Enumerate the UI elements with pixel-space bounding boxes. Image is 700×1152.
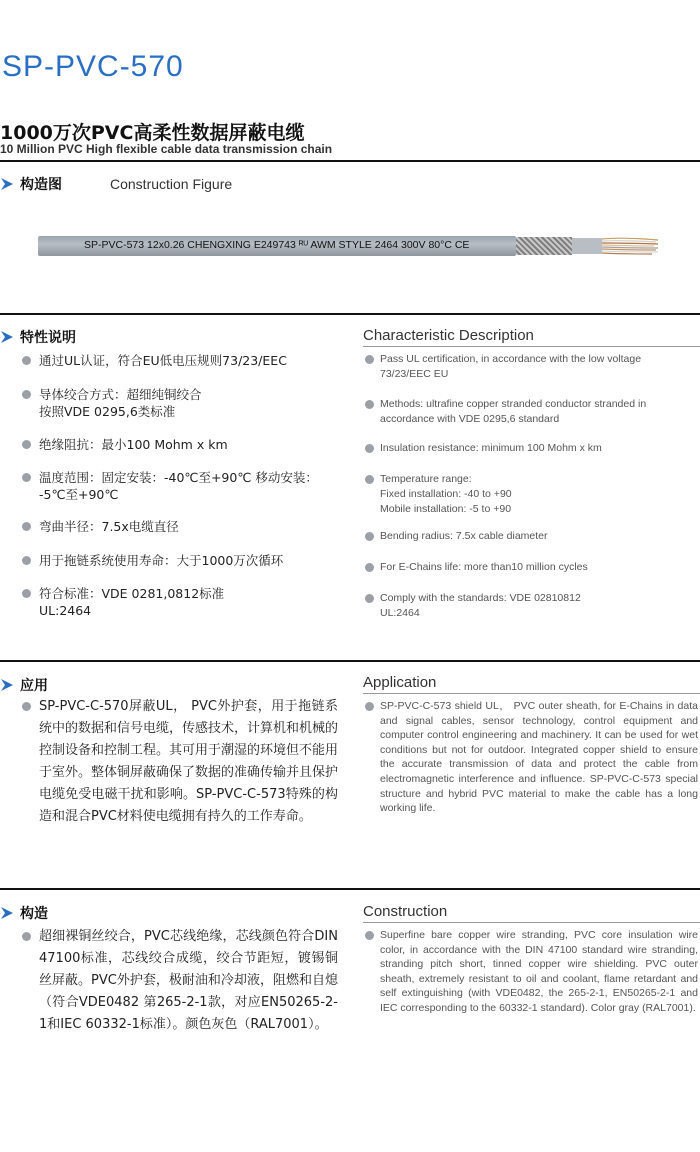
cable-sheath xyxy=(38,236,516,256)
bullet-dot xyxy=(22,440,31,449)
application-text-en: SP-PVC-C-573 shield UL， PVC outer sheath, for E-Chains in data and signal cables, sensor technology, control equipment and computer control engineering and machinery. It can be used for wet conditions but not for outdoor. Integrated copper shield to ensure the accurate transmission of data and protect the cable from electromagnetic interference and influence. SP-PVC-C-573 special structure and hybrid PVC material to make the cable has a long working life. xyxy=(365,699,698,816)
construction-heading-cn xyxy=(0,903,48,923)
bullet-dot xyxy=(365,444,374,453)
list-item: 弯曲半径：7.5x电缆直径 xyxy=(22,518,342,535)
list-item: For E-Chains life: more than10 million cycles xyxy=(365,560,695,575)
divider-en-2 xyxy=(363,693,700,694)
section-label-cn: 构造图 xyxy=(20,177,62,193)
bullet-dot xyxy=(22,356,31,365)
cable-inner-core xyxy=(572,238,602,254)
divider-1 xyxy=(0,313,700,315)
bullet-dot xyxy=(22,932,31,941)
bullet-dot xyxy=(365,702,374,711)
construction-heading-en: Construction xyxy=(363,903,448,920)
construction-text-en: Superfine bare copper wire stranding, PVC core insulation wire color, in accordance with the DIN 47100 standard wire stranding, stranding pitch short, tinned copper wire shielding. PVC outer sheath, extremely resistant to oil and coolant, flame retardant and self extinguishing (with VDE0482, the 265-2-1, EN50265-2-1 and IEC corresponding to the 60332-1 standard). Color gray (RAL7001). xyxy=(365,928,698,1016)
list-item: 用于拖链系统使用寿命：大于1000万次循环 xyxy=(22,552,342,569)
list-item: 温度范围：固定安装：-40℃至+90℃ 移动安装： -5℃至+90℃ xyxy=(22,469,342,503)
construction-figure-heading xyxy=(0,174,232,194)
product-model: SP-PVC-570 xyxy=(2,50,184,83)
chevron-right-icon xyxy=(0,177,14,191)
list-item: 通过UL认证，符合EU低电压规则73/23/EEC xyxy=(22,352,342,369)
characteristics-heading-cn xyxy=(0,327,76,347)
bullet-dot xyxy=(22,556,31,565)
cable-braid-shield xyxy=(516,237,572,255)
divider-en-1 xyxy=(363,346,700,347)
list-item: Bending radius: 7.5x cable diameter xyxy=(365,529,695,544)
cable-wires xyxy=(602,236,658,256)
bullet-dot xyxy=(365,475,374,484)
product-title-cn: 1000万次PVC高柔性数据屏蔽电缆 xyxy=(0,122,305,144)
chevron-right-icon xyxy=(0,906,14,920)
cable-print-text: SP-PVC-573 12x0.26 CHENGXING E249743 ᴿᵁ AWM STYLE 2464 300V 80°C CE xyxy=(84,239,470,251)
list-item: 符合标准：VDE 0281,0812标准 UL:2464 xyxy=(22,585,342,619)
section-label-cn: 特性说明 xyxy=(20,330,76,346)
product-title-en: 10 Million PVC High flexible cable data transmission chain xyxy=(0,142,333,156)
title-divider xyxy=(0,160,700,162)
bullet-dot xyxy=(365,532,374,541)
bullet-dot xyxy=(22,589,31,598)
application-text-cn: SP-PVC-C-570屏蔽UL， PVC外护套，用于拖链系统中的数据和信号电缆，传感技术，计算机和机械的控制设备和控制工程。其可用于潮湿的环境但不能用于室外。整体铜屏蔽确保了数据的准确传输并且保护电缆免受电磁干扰和影响。SP-PVC-C-573特殊的构造和混合PVC材料使电缆拥有持久的工作寿命。 xyxy=(22,696,338,828)
divider-en-3 xyxy=(363,922,700,923)
bullet-dot xyxy=(365,563,374,572)
section-label-cn: 应用 xyxy=(20,678,48,694)
list-item: 绝缘阻抗：最小100 Mohm x km xyxy=(22,436,342,453)
list-item: 导体绞合方式：超细纯铜绞合 按照VDE 0295,6类标准 xyxy=(22,386,342,420)
chevron-right-icon xyxy=(0,330,14,344)
bullet-dot xyxy=(365,594,374,603)
characteristics-heading-en: Characteristic Description xyxy=(363,327,534,344)
bullet-dot xyxy=(365,400,374,409)
chevron-right-icon xyxy=(0,678,14,692)
list-item: Insulation resistance: minimum 100 Mohm x km xyxy=(365,441,695,456)
section-label-cn: 构造 xyxy=(20,906,48,922)
divider-3 xyxy=(0,888,700,890)
bullet-dot xyxy=(22,473,31,482)
bullet-dot xyxy=(22,522,31,531)
cable-illustration xyxy=(38,236,658,256)
bullet-dot xyxy=(22,702,31,711)
application-heading-cn xyxy=(0,675,48,695)
bullet-dot xyxy=(22,390,31,399)
bullet-dot xyxy=(365,931,374,940)
construction-text-cn: 超细裸铜丝绞合，PVC芯线绝缘，芯线颜色符合DIN 47100标准，芯线绞合成缆，绞合节距短，镀锡铜丝屏蔽。PVC外护套，极耐油和冷却液，阻燃和自熄（符合VDE0482 第265-2-1款，对应EN50265-2-1和IEC 60332-1标准）。颜色灰色（RAL7001）。 xyxy=(22,926,338,1036)
application-heading-en: Application xyxy=(363,674,437,691)
bullet-dot xyxy=(365,355,374,364)
list-item: Pass UL certification, in accordance with the low voltage 73/23/EEC EU xyxy=(365,352,695,382)
list-item: Methods: ultrafine copper stranded conductor stranded in accordance with VDE 0295,6 standard xyxy=(365,397,695,427)
section-label-en: Construction Figure xyxy=(110,176,233,192)
list-item: Temperature range: Fixed installation: -40 to +90 Mobile installation: -5 to +90 xyxy=(365,472,695,517)
divider-2 xyxy=(0,660,700,662)
list-item: Comply with the standards: VDE 02810812 UL:2464 xyxy=(365,591,695,621)
